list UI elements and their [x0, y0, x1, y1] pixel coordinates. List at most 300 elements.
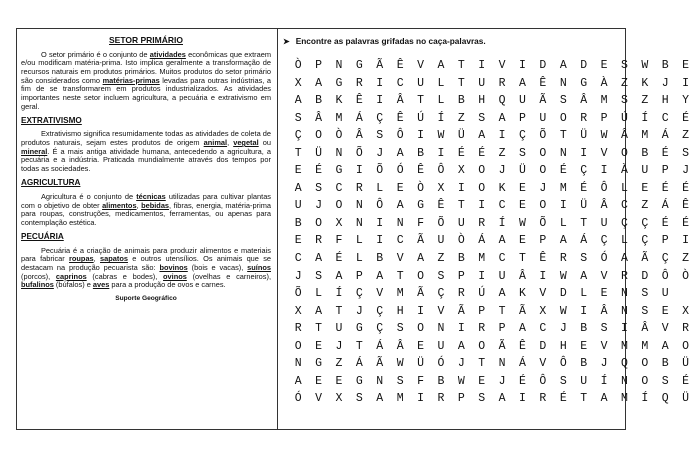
- grid-letter: É: [580, 181, 588, 195]
- grid-letter: Ü: [315, 146, 323, 160]
- grid-row: [288, 92, 696, 110]
- grid-letter: O: [315, 129, 323, 143]
- grid-letter: É: [457, 146, 465, 160]
- grid-letter: Ô: [376, 199, 384, 213]
- grid-letter: P: [457, 269, 465, 283]
- grid-letter: É: [661, 146, 669, 160]
- grid-letter: É: [682, 111, 690, 125]
- instruction: [283, 36, 623, 46]
- grid-letter: Ê: [396, 111, 404, 125]
- grid-letter: R: [478, 322, 486, 336]
- grid-letter: C: [396, 234, 404, 248]
- grid-letter: N: [620, 287, 628, 301]
- grid-letter: S: [620, 94, 628, 108]
- grid-letter: E: [478, 374, 486, 388]
- pecuaria-paragraph: [21, 247, 271, 290]
- grid-letter: Ü: [682, 392, 690, 406]
- grid-letter: R: [498, 76, 506, 90]
- grid-letter: I: [478, 269, 486, 283]
- grid-letter: I: [519, 392, 526, 406]
- paragraph-text: ,: [93, 254, 101, 264]
- grid-letter: W: [396, 357, 404, 371]
- grid-letter: M: [478, 252, 486, 266]
- grid-letter: U: [417, 76, 424, 90]
- grid-letter: C: [661, 111, 669, 125]
- grid-letter: X: [437, 181, 445, 195]
- grid-letter: I: [478, 199, 486, 213]
- grid-letter: E: [600, 287, 608, 301]
- grid-letter: W: [519, 216, 526, 230]
- paragraph-text: Pecuária é a criação de animais para produzir alimentos e materiais para fabricar: [21, 245, 271, 264]
- grid-letter: B: [315, 94, 323, 108]
- paragraph-text: e outros utensílios. Os animais que se destacam na produção pecuarista são:: [21, 254, 272, 272]
- grid-letter: O: [539, 164, 547, 178]
- grid-letter: K: [335, 94, 343, 108]
- intro-paragraph: [21, 51, 271, 112]
- grid-letter: O: [641, 357, 649, 371]
- grid-letter: A: [376, 269, 384, 283]
- grid-letter: V: [600, 339, 608, 353]
- grid-letter: Ò: [682, 269, 690, 283]
- grid-letter: O: [682, 339, 690, 353]
- word-search-grid: [288, 57, 696, 408]
- grid-letter: Ô: [559, 357, 567, 371]
- grid-letter: Í: [335, 287, 343, 301]
- grid-letter: Â: [355, 129, 363, 143]
- grid-letter: I: [519, 59, 526, 72]
- grid-letter: L: [580, 287, 588, 301]
- paragraph-text: econômicas que extraem e/ou modificam matéria-prima. Isto implica geralmente a transformação de recursos naturais em produtos primários. Muitos produtos do setor primário são considerados como: [21, 49, 272, 85]
- grid-letter: P: [478, 304, 486, 318]
- grid-letter: R: [682, 322, 690, 336]
- grid-letter: É: [478, 146, 486, 160]
- grid-letter: P: [661, 164, 669, 178]
- grid-letter: Ç: [580, 164, 588, 178]
- grid-letter: J: [457, 357, 465, 371]
- grid-letter: R: [457, 287, 465, 301]
- grid-letter: L: [355, 234, 363, 248]
- grid-letter: E: [315, 339, 323, 353]
- grid-letter: Z: [641, 199, 649, 213]
- grid-letter: Ã: [498, 339, 506, 353]
- grid-letter: I: [376, 216, 384, 230]
- text-column: [21, 36, 271, 304]
- grid-letter: Ú: [620, 111, 628, 125]
- grid-letter: S: [559, 94, 567, 108]
- grid-letter: Õ: [539, 216, 547, 230]
- grid-row: [288, 373, 696, 391]
- grid-letter: E: [661, 304, 669, 318]
- grid-letter: V: [539, 287, 547, 301]
- grid-letter: A: [498, 111, 506, 125]
- grid-letter: B: [376, 252, 384, 266]
- grid-letter: O: [294, 339, 302, 353]
- grid-row: [288, 180, 696, 198]
- grid-letter: A: [294, 374, 302, 388]
- grid-letter: N: [498, 357, 506, 371]
- grid-letter: M: [620, 339, 628, 353]
- grid-letter: J: [315, 199, 323, 213]
- grid-letter: A: [376, 392, 384, 406]
- grid-letter: V: [396, 252, 404, 266]
- grid-letter: A: [417, 252, 424, 266]
- grid-letter: Ú: [417, 111, 424, 125]
- grid-letter: C: [539, 322, 547, 336]
- grid-letter: M: [335, 111, 343, 125]
- grid-letter: Ç: [437, 287, 445, 301]
- grid-letter: X: [457, 164, 465, 178]
- grid-letter: P: [315, 59, 323, 72]
- grid-letter: N: [355, 216, 363, 230]
- grid-letter: Õ: [437, 216, 445, 230]
- grid-letter: L: [315, 287, 323, 301]
- grid-letter: Ü: [580, 199, 588, 213]
- grid-letter: Ó: [437, 357, 445, 371]
- grid-letter: D: [580, 59, 588, 72]
- grid-letter: G: [355, 322, 363, 336]
- grid-letter: H: [661, 94, 669, 108]
- grid-letter: E: [335, 374, 343, 388]
- grid-letter: Q: [620, 357, 628, 371]
- grid-letter: S: [682, 146, 690, 160]
- grid-letter: T: [580, 392, 588, 406]
- grid-letter: Ç: [600, 234, 608, 248]
- grid-letter: V: [600, 146, 608, 160]
- grid-letter: T: [457, 76, 465, 90]
- grid-row: [288, 75, 696, 93]
- keyword: ovinos: [163, 271, 187, 281]
- grid-letter: O: [478, 181, 486, 195]
- grid-letter: V: [498, 59, 506, 72]
- grid-letter: R: [580, 111, 588, 125]
- grid-letter: O: [641, 374, 649, 388]
- grid-letter: É: [661, 181, 669, 195]
- grid-letter: Ê: [539, 76, 547, 90]
- grid-letter: O: [478, 164, 486, 178]
- keyword: animal: [203, 138, 228, 148]
- grid-letter: A: [661, 339, 669, 353]
- grid-letter: É: [682, 374, 690, 388]
- grid-letter: E: [682, 59, 690, 72]
- grid-letter: Ô: [437, 164, 445, 178]
- grid-letter: M: [559, 181, 567, 195]
- grid-letter: I: [682, 76, 690, 90]
- grid-letter: A: [559, 234, 567, 248]
- grid-letter: O: [417, 269, 424, 283]
- grid-letter: Ã: [417, 234, 424, 248]
- grid-letter: I: [478, 59, 486, 72]
- grid-row: [288, 232, 696, 250]
- grid-letter: I: [355, 164, 363, 178]
- pecuaria-heading: PECUÁRIA: [21, 231, 64, 241]
- grid-letter: A: [580, 269, 588, 283]
- grid-letter: J: [294, 269, 302, 283]
- grid-letter: S: [294, 111, 302, 125]
- paragraph-text: . É a mais antiga atividade humana, antecedendo a agricultura, a pecuária e a indústria. Praticada mundialmente através dos tempos por todas as sociedades.: [21, 146, 271, 174]
- grid-letter: T: [396, 269, 404, 283]
- keyword: roupas: [69, 254, 94, 264]
- grid-letter: F: [335, 234, 343, 248]
- grid-letter: O: [539, 199, 547, 213]
- grid-letter: A: [294, 94, 302, 108]
- grid-letter: Z: [335, 357, 343, 371]
- grid-letter: P: [600, 111, 608, 125]
- grid-letter: G: [355, 59, 363, 72]
- grid-letter: I: [682, 234, 690, 248]
- grid-letter: Ç: [641, 216, 649, 230]
- grid-letter: J: [661, 76, 669, 90]
- grid-letter: M: [396, 287, 404, 301]
- grid-letter: I: [376, 76, 384, 90]
- grid-letter: S: [478, 392, 486, 406]
- grid-letter: U: [539, 111, 547, 125]
- grid-letter: X: [682, 304, 690, 318]
- grid-letter: Ê: [396, 59, 404, 72]
- grid-letter: P: [498, 322, 506, 336]
- grid-letter: U: [519, 94, 526, 108]
- grid-letter: Ã: [519, 304, 526, 318]
- grid-letter: Á: [661, 199, 669, 213]
- agricultura-heading: AGRICULTURA: [21, 178, 81, 188]
- grid-letter: V: [539, 357, 547, 371]
- extrativismo-paragraph: [21, 130, 271, 173]
- grid-letter: Â: [519, 269, 526, 283]
- grid-letter: R: [355, 76, 363, 90]
- grid-letter: Â: [396, 94, 404, 108]
- grid-letter: S: [559, 374, 567, 388]
- grid-letter: I: [580, 146, 588, 160]
- grid-letter: Ã: [417, 287, 424, 301]
- grid-row: [288, 145, 696, 163]
- keyword: vegetal: [233, 138, 259, 148]
- grid-letter: N: [376, 374, 384, 388]
- grid-letter: É: [519, 374, 526, 388]
- grid-letter: Ò: [457, 234, 465, 248]
- grid-letter: F: [417, 216, 424, 230]
- grid-letter: U: [457, 216, 465, 230]
- grid-letter: V: [417, 59, 424, 72]
- grid-letter: L: [559, 216, 567, 230]
- grid-row: [288, 162, 696, 180]
- grid-letter: É: [682, 216, 690, 230]
- grid-letter: L: [355, 252, 363, 266]
- grid-letter: N: [335, 146, 343, 160]
- grid-letter: A: [519, 76, 526, 90]
- grid-letter: R: [294, 322, 302, 336]
- grid-letter: R: [620, 269, 628, 283]
- grid-letter: I: [539, 269, 547, 283]
- grid-letter: S: [641, 287, 649, 301]
- grid-letter: B: [661, 59, 669, 72]
- grid-row: [288, 57, 696, 75]
- paragraph-text: ,: [227, 138, 234, 148]
- keyword: mineral: [21, 146, 48, 156]
- grid-letter: G: [355, 374, 363, 388]
- grid-letter: E: [294, 234, 302, 248]
- footer-credit: Suporte Geográfico: [115, 295, 177, 303]
- grid-letter: R: [539, 392, 547, 406]
- grid-letter: L: [376, 181, 384, 195]
- grid-row: [288, 197, 696, 215]
- grid-letter: Ò: [294, 59, 302, 72]
- grid-letter: M: [641, 129, 649, 143]
- grid-letter: N: [620, 304, 628, 318]
- grid-letter: Ô: [600, 181, 608, 195]
- grid-letter: L: [620, 181, 628, 195]
- grid-letter: I: [559, 199, 567, 213]
- grid-letter: Ç: [661, 252, 669, 266]
- grid-letter: E: [519, 234, 526, 248]
- grid-letter: T: [294, 146, 302, 160]
- grid-row: [288, 355, 696, 373]
- grid-letter: A: [315, 76, 323, 90]
- grid-letter: A: [620, 252, 628, 266]
- keyword: bufalinos: [21, 280, 54, 290]
- grid-letter: G: [580, 76, 588, 90]
- grid-row: [288, 303, 696, 321]
- grid-letter: M: [620, 392, 628, 406]
- grid-letter: B: [580, 322, 588, 336]
- grid-letter: A: [498, 287, 506, 301]
- grid-letter: B: [661, 357, 669, 371]
- grid-letter: I: [417, 304, 424, 318]
- grid-letter: S: [661, 374, 669, 388]
- grid-letter: S: [600, 322, 608, 336]
- grid-letter: Ç: [620, 216, 628, 230]
- grid-letter: K: [498, 181, 506, 195]
- keyword: aves: [92, 280, 110, 290]
- grid-letter: Í: [641, 111, 649, 125]
- paragraph-text: ,: [136, 200, 142, 210]
- grid-letter: S: [580, 252, 588, 266]
- keyword: bovinos: [159, 262, 188, 272]
- column-divider: [277, 29, 278, 429]
- grid-letter: Ç: [641, 234, 649, 248]
- grid-letter: Q: [661, 392, 669, 406]
- grid-letter: P: [457, 392, 465, 406]
- grid-letter: S: [620, 59, 628, 72]
- grid-letter: Á: [376, 339, 384, 353]
- grid-row: [288, 110, 696, 128]
- grid-letter: Ü: [519, 164, 526, 178]
- grid-letter: V: [376, 287, 384, 301]
- paragraph-text: Extrativismo significa resumidamente todas as atividades de coleta de produtos naturais, sejam estes produtos de origem: [21, 129, 271, 148]
- grid-letter: X: [335, 216, 343, 230]
- grid-letter: I: [457, 322, 465, 336]
- grid-letter: O: [335, 199, 343, 213]
- grid-letter: J: [376, 146, 384, 160]
- grid-letter: Â: [580, 94, 588, 108]
- grid-letter: I: [417, 129, 424, 143]
- grid-row: [288, 320, 696, 338]
- grid-letter: L: [620, 234, 628, 248]
- grid-letter: Õ: [294, 287, 302, 301]
- grid-letter: A: [294, 181, 302, 195]
- grid-row: [288, 338, 696, 356]
- grid-letter: T: [335, 304, 343, 318]
- grid-letter: C: [498, 199, 506, 213]
- grid-letter: F: [417, 374, 424, 388]
- grid-letter: S: [355, 392, 363, 406]
- grid-letter: U: [437, 234, 445, 248]
- grid-letter: I: [417, 392, 424, 406]
- keyword: matérias-primas: [102, 75, 160, 85]
- grid-letter: E: [294, 164, 302, 178]
- grid-letter: W: [437, 129, 445, 143]
- grid-letter: Z: [641, 94, 649, 108]
- grid-letter: Á: [355, 357, 363, 371]
- grid-letter: I: [620, 322, 628, 336]
- page-title: SETOR PRIMÁRIO: [109, 35, 183, 45]
- grid-letter: A: [437, 59, 445, 72]
- grid-letter: Z: [682, 252, 690, 266]
- grid-letter: U: [661, 287, 669, 301]
- grid-letter: D: [559, 287, 567, 301]
- puzzle-column: [283, 36, 623, 54]
- grid-letter: U: [294, 199, 302, 213]
- grid-letter: H: [396, 304, 404, 318]
- grid-letter: S: [478, 111, 486, 125]
- grid-letter: Â: [641, 322, 649, 336]
- grid-letter: J: [682, 164, 690, 178]
- grid-letter: J: [355, 304, 363, 318]
- grid-letter: À: [620, 164, 628, 178]
- grid-letter: J: [498, 164, 506, 178]
- grid-letter: N: [355, 199, 363, 213]
- grid-letter: Á: [580, 234, 588, 248]
- grid-letter: W: [559, 269, 567, 283]
- grid-letter: P: [539, 234, 547, 248]
- grid-letter: O: [559, 111, 567, 125]
- grid-letter: E: [519, 181, 526, 195]
- keyword: atividades: [149, 49, 186, 59]
- grid-letter: X: [294, 304, 302, 318]
- grid-letter: A: [559, 59, 567, 72]
- grid-letter: C: [335, 181, 343, 195]
- grid-letter: O: [539, 146, 547, 160]
- grid-letter: Í: [600, 374, 608, 388]
- grid-letter: W: [600, 129, 608, 143]
- grid-letter: N: [294, 357, 302, 371]
- grid-letter: O: [478, 339, 486, 353]
- grid-letter: B: [417, 146, 424, 160]
- grid-letter: Z: [620, 76, 628, 90]
- grid-letter: É: [315, 164, 323, 178]
- grid-letter: B: [457, 94, 465, 108]
- grid-letter: B: [641, 146, 649, 160]
- grid-letter: Ç: [355, 287, 363, 301]
- paragraph-text: (porcos),: [21, 271, 56, 281]
- grid-letter: T: [457, 199, 465, 213]
- grid-letter: Ú: [478, 287, 486, 301]
- grid-letter: Ô: [661, 269, 669, 283]
- grid-letter: Â: [396, 339, 404, 353]
- grid-letter: U: [498, 269, 506, 283]
- paragraph-text: (bois e vacas),: [187, 262, 248, 272]
- grid-letter: R: [355, 181, 363, 195]
- grid-letter: Ü: [682, 357, 690, 371]
- grid-letter: B: [580, 357, 588, 371]
- grid-letter: X: [539, 304, 547, 318]
- grid-letter: N: [396, 216, 404, 230]
- grid-row: [288, 285, 696, 303]
- keyword: sapatos: [100, 254, 128, 264]
- grid-letter: D: [641, 269, 649, 283]
- grid-letter: À: [600, 76, 608, 90]
- grid-letter: Z: [437, 252, 445, 266]
- grid-letter: E: [417, 339, 424, 353]
- grid-letter: Á: [661, 129, 669, 143]
